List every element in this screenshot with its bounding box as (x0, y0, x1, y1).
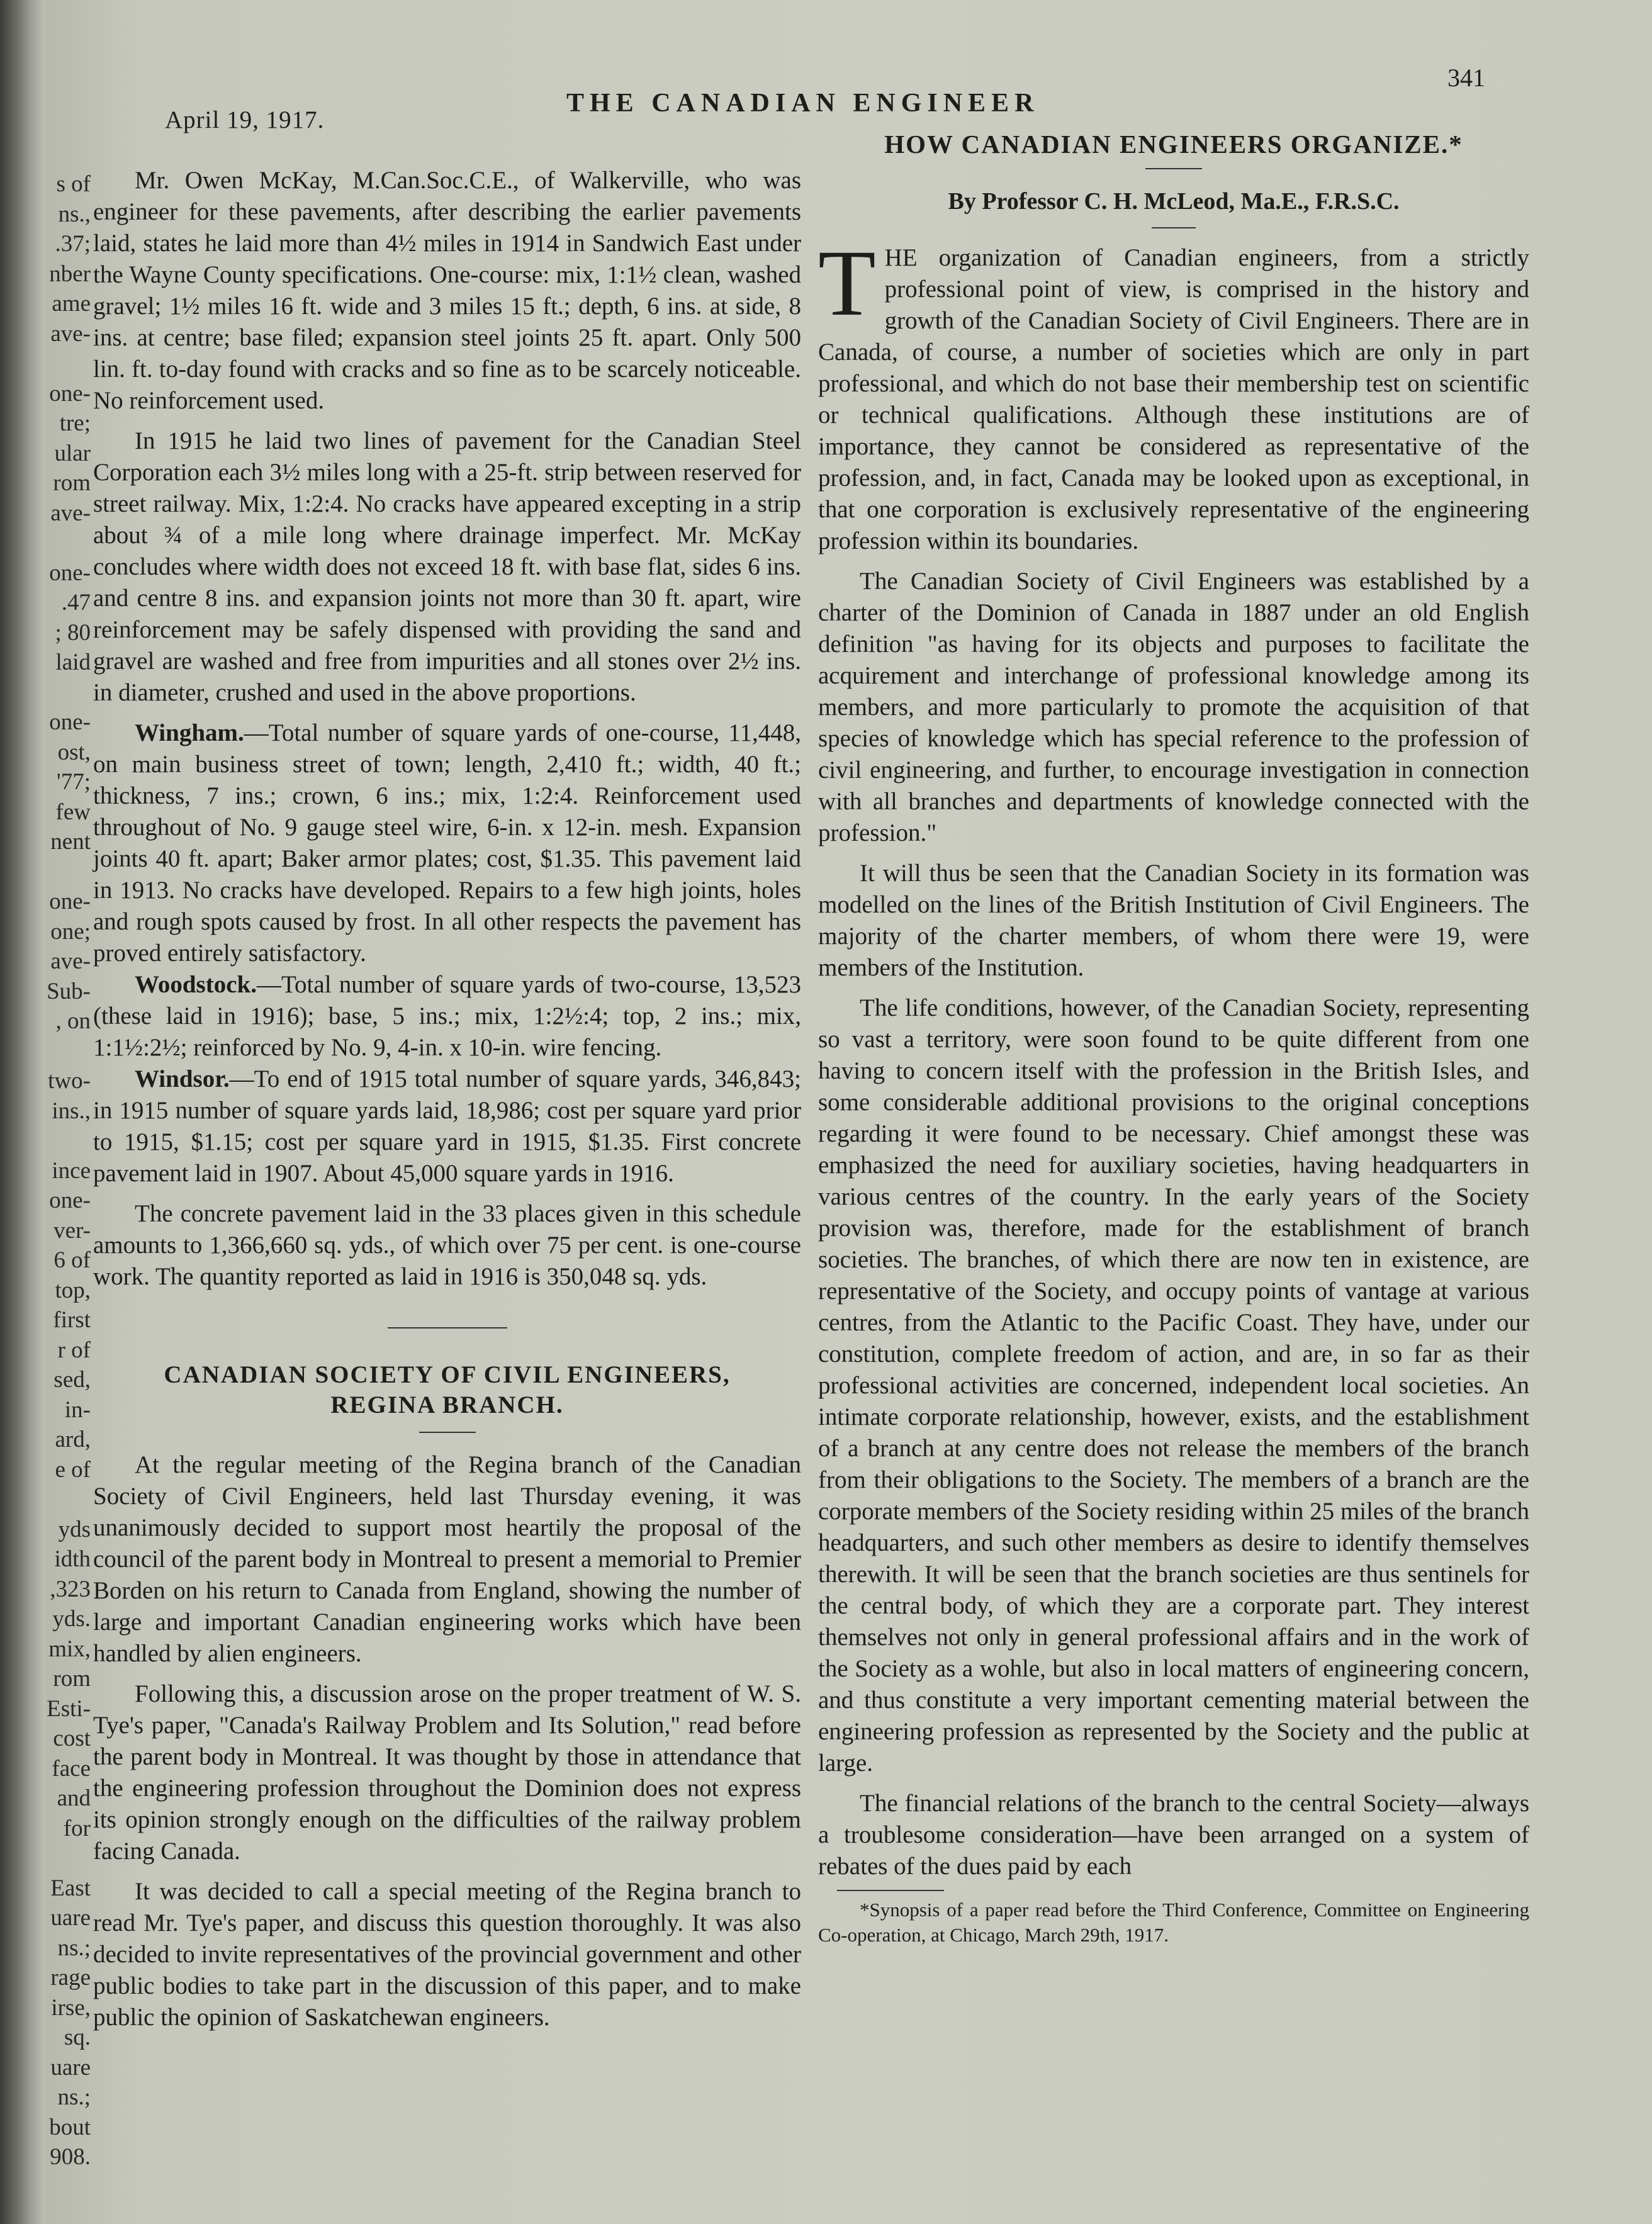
gutter-fragment: rom (53, 470, 91, 496)
gutter-fragment: ver- (53, 1217, 91, 1244)
left-column (93, 165, 801, 2033)
gutter-fragment: sq. (64, 2025, 91, 2050)
organize-heading: HOW CANADIAN ENGINEERS ORGANIZE.* (884, 130, 1463, 159)
gutter-fragment: one- (49, 1188, 91, 1213)
section-divider (388, 1327, 507, 1328)
gutter-fragment: first (53, 1307, 91, 1333)
journal-title: THE CANADIAN ENGINEER (566, 89, 1040, 118)
byline: By Professor C. H. McLeod, Ma.E., F.R.S.C. (948, 188, 1400, 215)
gutter-fragment: face (52, 1755, 91, 1782)
gutter-fragment: uare (50, 2054, 91, 2081)
entry-text: —Total number of square yards of two-course, 13,523 (these laid in 1916); base, 5 ins.; mix, 1:2½:4; top, 2 ins.; mix, 1:1½:2½; reinforced by No. 9, 4-in. x 10-in. wire fencing. (93, 971, 801, 1061)
newspaper-page (45, 0, 1652, 2224)
gutter-fragment: one; (50, 918, 91, 945)
right-column (818, 129, 1529, 1948)
gutter-fragment: 6 of (53, 1247, 91, 1273)
mckay-paragraph-2: In 1915 he laid two lines of pavement for the Canadian Steel Corporation each 3½ miles long with a 25-ft. strip between reserved for street railway. Mix, 1:2:4. No cracks have appeared excepting in a strip about ¾ of a mile long where drainage imperfect. Mr. McKay concludes where width does not exceed 18 ft. with base flat, sides 6 ins. and centre 8 ins. and expansion joints not more than 30 ft. apart, wire reinforcement may be safely dispensed with providing the sand and gravel are washed and free from impurities and all stones over 2½ ins. in diameter, crushed and used in the above proportions. (93, 427, 801, 706)
body-paragraph: It will thus be seen that the Canadian Society in its formation was modelled on the lines of the British Institution of Civil Engineers. The majority of the charter members, of whom there were 19, were members of the Institution. (818, 860, 1529, 981)
gutter-fragment: for (63, 1815, 91, 1841)
regina-paragraph: At the regular meeting of the Regina branch of the Canadian Society of Civil Engineers, held last Thursday evening, it was unanimously decided to support most heartily the proposal of the council of the parent body in Montreal to present a memorial to Premier Borden on his return to Canada from England, showing the number of large and important Canadian engineering works which have been handled by alien engineers. (93, 1451, 801, 1667)
entry-lead: Woodstock. (135, 971, 257, 998)
body-paragraph: The Canadian Society of Civil Engineers was established by a charter of the Dominion of Canada in 1887 under an old English definition "as having for its objects and purposes to facilitate the acquirement and interchange of professional knowledge among its members, and more particularly to promote the acquisition of that species of knowledge which has special reference to the profession of civil engineering, and further, to encourage investigation in connection with all branches and departments of knowledge connected with the profession." (818, 568, 1529, 846)
regina-heading-line1: CANADIAN SOCIETY OF CIVIL ENGINEERS, (164, 1361, 731, 1388)
gutter-fragment: ave- (50, 948, 91, 974)
gutter-fragment: nber (49, 261, 91, 287)
gutter-fragment: uare (50, 1905, 91, 1931)
gutter-fragment: and (57, 1785, 91, 1811)
gutter-fragment: 908. (50, 2144, 91, 2170)
gutter-fragment: laid (55, 649, 91, 675)
gutter-fragment: s of (56, 171, 91, 197)
gutter-fragment: one- (49, 709, 91, 735)
gutter-fragment: ince (52, 1157, 91, 1184)
previous-page-gutter (45, 0, 96, 2224)
entry-lead: Windsor. (135, 1065, 230, 1092)
opening-paragraph (818, 231, 1529, 557)
gutter-fragment: tre; (59, 410, 91, 436)
gutter-fragment: top, (55, 1277, 91, 1303)
gutter-fragment: irse, (51, 1994, 91, 2021)
gutter-fragment: ular (54, 440, 91, 466)
regina-paragraph: Following this, a discussion arose on the proper treatment of W. S. Tye's paper, "Canada's Railway Problem and Its Solution," read before the parent body in Montreal. It was thought by those in attendance that the engineering profession throughout the Dominion does not express its opinion strongly enough on the difficulties of the railway problem facing Canada. (93, 1680, 801, 1865)
footnote-rule (837, 1890, 944, 1891)
issue-date: April 19, 1917. (165, 106, 325, 133)
gutter-fragment: cost (53, 1726, 91, 1751)
body-paragraph: The financial relations of the branch to the central Society—always a troublesome consideration—have been arranged on a system of rebates of the dues paid by each (818, 1790, 1529, 1880)
gutter-fragment: yds (58, 1516, 91, 1542)
entry-text: —To end of 1915 total number of square yards, 346,843; in 1915 number of square yards laid, 18,986; cost per square yard prior to 1915, $1.15; cost per square yard in 1915, $1.35. First concrete pavement laid in 1907. About 45,000 square yards in 1916. (93, 1065, 801, 1187)
gutter-fragment: e of (55, 1456, 91, 1483)
body-paragraph: The life conditions, however, of the Canadian Society, representing so vast a territory, were soon found to be quite different from one having to concern itself with the profession in the British Isles, and some considerable additional provisions to the original conceptions regarding it were found to be necessary. Chief amongst these was emphasized the need for auxiliary societies, having headquarters in various centres of the country. In the early years of the Society provision was, therefore, made for the establishment of branch societies. The branches, of which there are now ten in existence, are representative of the Society, and occupy points of vantage at various centres, from the Atlantic to the Pacific Coast. They have, under our constitution, complete freedom of action, and are, in so far as their professional activities are concerned, independent local societies. An intimate corporate relationship, however, exists, and the establishment of a branch at any centre does not release the members of the branch from their obligations to the Society. The members of a branch are the corporate members of the Society residing within 25 miles of the branch headquarters, and such other members as desire to identify themselves therewith. It will be seen that the branch societies are thus sentinels for the central body, of which they are a corporate part. They interest themselves not only in general professional affairs and in the work of the Society as a wohle, but also in local matters of engineering concern, and thus constitute a very important cementing material between the engineering profession as represented by the Society and the public at large. (818, 994, 1529, 1777)
regina-heading-line2: REGINA BRANCH. (330, 1391, 564, 1418)
entry-text: —Total number of square yards of one-course, 11,448, on main business street of town; length, 2,410 ft.; width, 40 ft.; thickness, 7 ins.; crown, 6 ins.; mix, 1:2:4. Reinforcement used throughout of No. 9 gauge steel wire, 6-in. x 12-in. mesh. Expansion joints 40 ft. apart; Baker armor plates; cost, $1.35. This pavement laid in 1913. No cracks have developed. Repairs to a few high joints, holes and rough spots caused by frost. In all other respects the pavement has proved entirely satisfactory. (93, 719, 801, 967)
regina-heading (93, 1360, 801, 1420)
footnote: *Synopsis of a paper read before the Third Conference, Committee on Engineering Co-operation, at Chicago, March 29th, 1917. (818, 1899, 1529, 1946)
wingham-entry (93, 717, 801, 969)
gutter-fragment: .37; (55, 231, 91, 257)
gutter-fragment: Sub- (47, 978, 91, 1004)
regina-paragraph: It was decided to call a special meeting of the Regina branch to read Mr. Tye's paper, and discuss this question thoroughly. It was also decided to invite representatives of the provincial government and other public bodies to take part in the discussion of this paper, and to make public the opinion of Saskatchewan engineers. (93, 1878, 801, 2031)
gutter-fragment: East (50, 1875, 91, 1901)
windsor-entry (93, 1064, 801, 1189)
gutter-fragment: rage (50, 1965, 91, 1991)
gutter-fragment: in- (64, 1396, 91, 1423)
gutter-fragment: ins., (52, 1098, 91, 1124)
opening-text: HE organization of Canadian engineers, from a strictly professional point of view, is comprised in the history and growth of the Canadian Society of Civil Engineers. There are in Canada, of course, a number of societies which are only in part professional, and which do not base their membership test on scientific or technical qualifications. Although these institutions are of importance, they cannot be considered as representative of the profession, and, in fact, Canada may be looked upon as exceptional, in that one corporation is exclusively representative of the engineering profession within its boundaries. (818, 244, 1529, 554)
byline-rule (1152, 227, 1196, 228)
woodstock-entry (93, 969, 801, 1064)
gutter-fragment: ard, (55, 1427, 91, 1452)
gutter-fragment: bout (49, 2114, 91, 2140)
gutter-fragment: two- (48, 1068, 91, 1094)
gutter-fragment: one- (49, 559, 91, 586)
gutter-fragment: sed, (53, 1367, 91, 1393)
heading-rule (419, 1432, 476, 1433)
gutter-fragment: r of (57, 1337, 91, 1363)
gutter-fragment: ost, (57, 739, 91, 765)
gutter-fragment: ns.; (57, 2084, 91, 2110)
gutter-fragment: ave- (50, 320, 91, 347)
page-number: 341 (1447, 64, 1485, 92)
gutter-fragment: ame (52, 291, 91, 317)
gutter-fragment: few (55, 799, 91, 825)
gutter-fragment: yds. (52, 1606, 91, 1632)
gutter-fragment: ,323 (50, 1576, 91, 1602)
gutter-fragment: ns.; (57, 1935, 91, 1961)
closing-paragraph: The concrete pavement laid in the 33 places given in this schedule amounts to 1,366,660 sq. yds., of which over 75 per cent. is one-course work. The quantity reported as laid in 1916 is 350,048 sq. yds. (93, 1200, 801, 1290)
gutter-fragment: rom (53, 1666, 91, 1692)
book-binding-shadow (0, 0, 45, 2224)
mckay-paragraph: Mr. Owen McKay, M.Can.Soc.C.E., of Walkerville, who was engineer for these pavements, after describing the earlier pavements laid, states he laid more than 4½ miles in 1914 in Sandwich East under the Wayne County specifications. One-course: mix, 1:1½ clean, washed gravel; 1½ miles 16 ft. wide and 3 miles 15 ft.; depth, 6 ins. at side, 8 ins. at centre; base filed; expansion steel joints 25 ft. apart. Only 500 lin. ft. to-day found with cracks and so fine as to be scarcely noticeable. No reinforcement used. (93, 167, 801, 414)
gutter-fragment: one- (49, 380, 91, 407)
gutter-fragment: ; 80 (55, 619, 91, 646)
gutter-fragment: one- (49, 889, 91, 914)
drop-cap: T (818, 231, 876, 335)
gutter-fragment: nent (50, 829, 91, 855)
heading-rule (1145, 168, 1202, 169)
entry-lead: Wingham. (135, 719, 244, 746)
gutter-fragment: mix, (48, 1636, 91, 1662)
gutter-fragment: ave- (50, 500, 91, 526)
gutter-fragment: .47 (61, 590, 91, 615)
gutter-fragment: , on (55, 1008, 91, 1034)
gutter-fragment: idth (54, 1546, 91, 1572)
gutter-fragment: '77; (57, 769, 91, 795)
gutter-fragment: Esti- (47, 1695, 91, 1722)
gutter-fragment: ns., (58, 201, 91, 227)
